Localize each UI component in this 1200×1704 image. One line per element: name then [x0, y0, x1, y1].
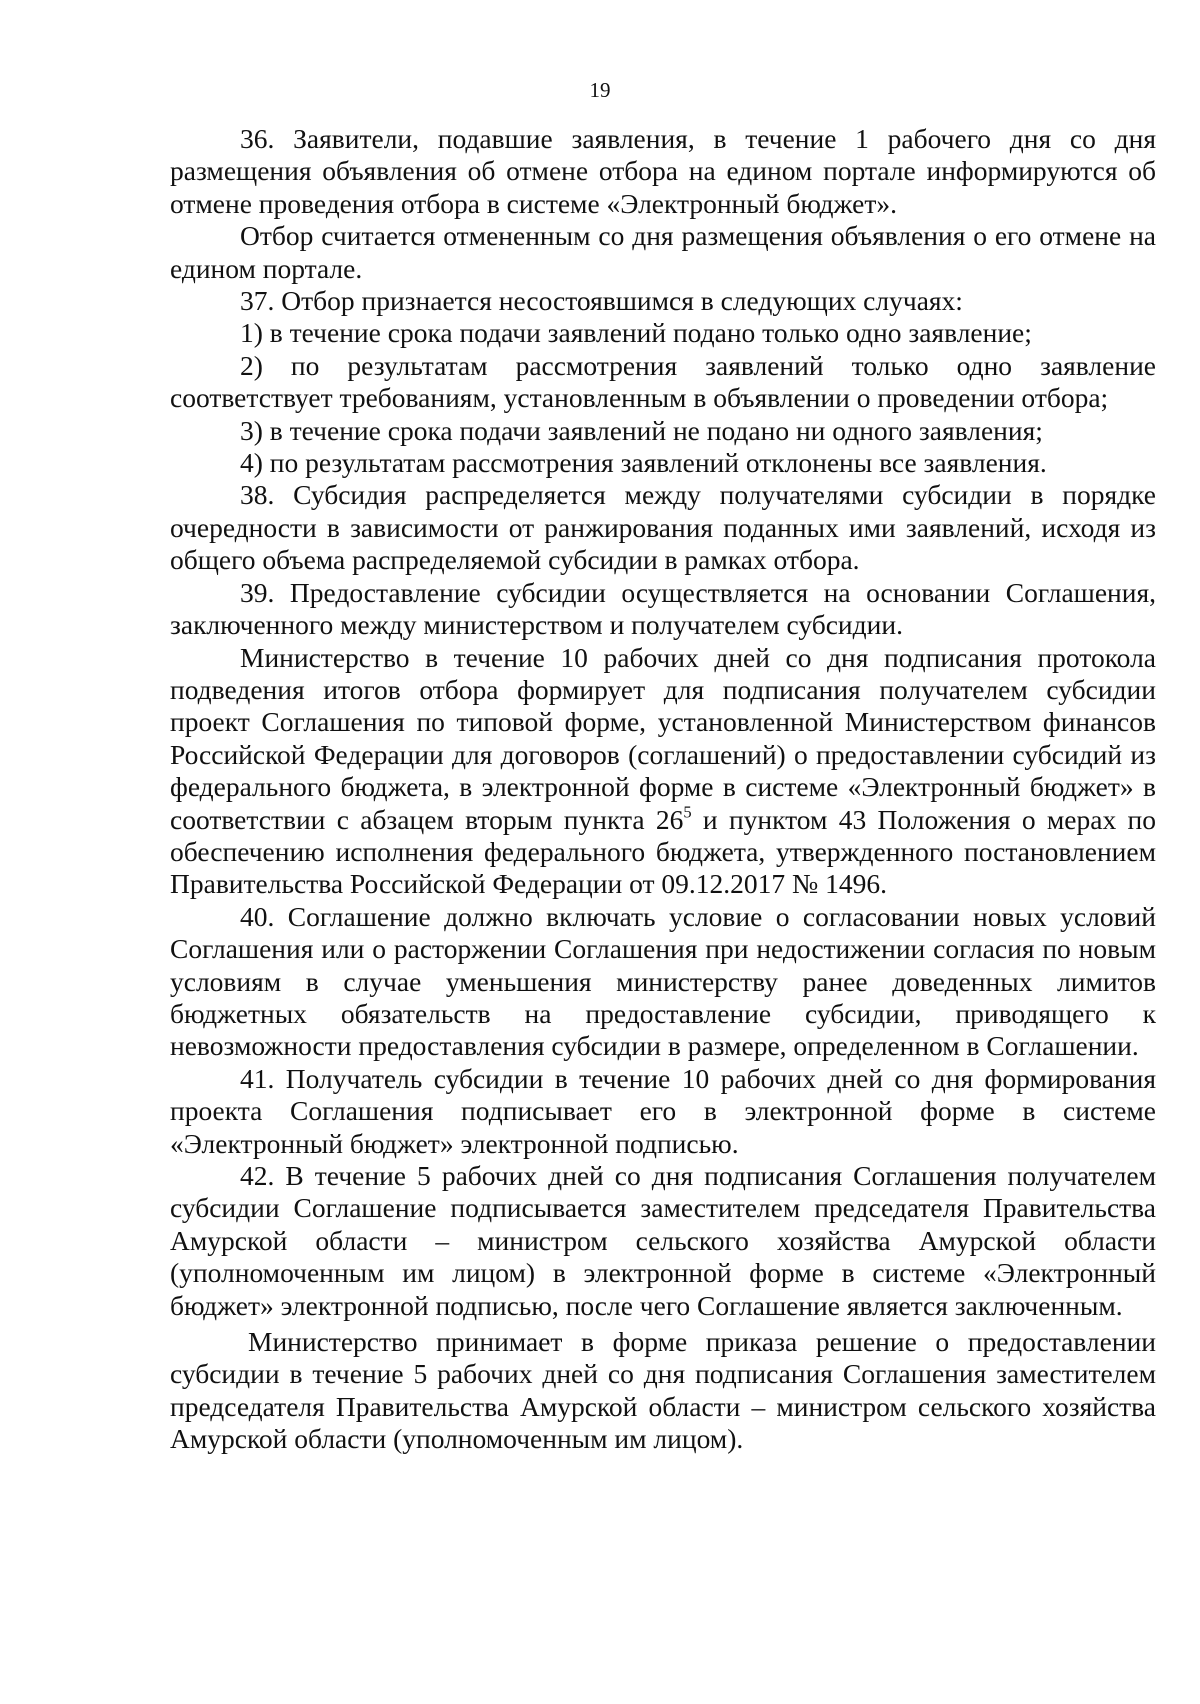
- paragraph-41: 41. Получатель субсидии в течение 10 рабочих дней со дня формирования проекта Соглашения подписывает его в электронной форме в системе «Электронный бюджет» электронной подписью.: [170, 1062, 1156, 1159]
- paragraph-39: 39. Предоставление субсидии осуществляется на основании Соглашения, заключенного между министерством и получателем субсидии.: [170, 576, 1156, 641]
- superscript-5: 5: [683, 801, 692, 821]
- paragraph-39-ministry-text: Министерство в течение 10 рабочих дней со дня подписания протокола подведения итогов отбора формирует для подписания получателем субсидии проект Соглашения по типовой форме, установленной Министерством финансов Российской Федерации для договоров (соглашений) о предоставлении субсидий из федерального бюджета, в электронной форме в системе «Электронный бюджет» в соответствии с абзацем вторым пункта 26: [170, 641, 1156, 835]
- list-item-37-3: 3) в течение срока подачи заявлений не подано ни одного заявления;: [240, 414, 1043, 446]
- paragraph-37: 37. Отбор признается несостоявшимся в следующих случаях:: [240, 285, 963, 317]
- paragraph-42: 42. В течение 5 рабочих дней со дня подписания Соглашения получателем субсидии Соглашение подписывается заместителем председателя Правительства Амурской области – министром сельского хозяйства Амурской области (уполномоченным им лицом) в электронной форме в системе «Электронный бюджет» электронной подписью, после чего Соглашение является заключенным.: [170, 1160, 1156, 1321]
- list-item-37-2: 2) по результатам рассмотрения заявлений только одно заявление соответствует требованиям, установленным в объявлении о проведении отбора;: [170, 349, 1156, 414]
- list-item-37-4: 4) по результатам рассмотрения заявлений отклонены все заявления.: [240, 447, 1047, 479]
- page-number: 19: [589, 78, 611, 102]
- list-item-37-1: 1) в течение срока подачи заявлений подано только одно заявление;: [240, 317, 1032, 349]
- document-body: [170, 123, 1156, 1456]
- paragraph-38: 38. Субсидия распределяется между получателями субсидии в порядке очередности в зависимости от ранжирования поданных ими заявлений, исходя из общего объема распределяемой субсидии в рамках отбора.: [170, 479, 1156, 576]
- paragraph-40: 40. Соглашение должно включать условие о согласовании новых условий Соглашения или о расторжении Соглашения при недостижении согласия по новым условиям в случае уменьшения министерству ранее доведенных лимитов бюджетных обязательств на предоставление субсидии, приводящего к невозможности предоставления субсидии в размере, определенном в Соглашении.: [170, 900, 1156, 1062]
- paragraph-36-cancel-note: Отбор считается отмененным со дня размещения объявления о его отмене на едином портале.: [170, 220, 1156, 284]
- paragraph-42-ministry-decision: Министерство принимает в форме приказа решение о предоставлении субсидии в течение 5 рабочих дней со дня подписания Соглашения заместителем председателя Правительства Амурской области – министром сельского хозяйства Амурской области (уполномоченным им лицом).: [170, 1326, 1156, 1455]
- paragraph-39-ministry: [170, 642, 1156, 901]
- paragraph-39-ministry-text-end: и пунктом 43 Положения о мерах по обеспечению исполнения федерального бюджета, утвержденного постановлением Правительства Российской Федерации от 09.12.2017 № 1496.: [170, 803, 1156, 900]
- paragraph-36: 36. Заявители, подавшие заявления, в течение 1 рабочего дня со дня размещения объявления об отмене отбора на едином портале информируются об отмене проведения отбора в системе «Электронный бюджет».: [170, 123, 1156, 219]
